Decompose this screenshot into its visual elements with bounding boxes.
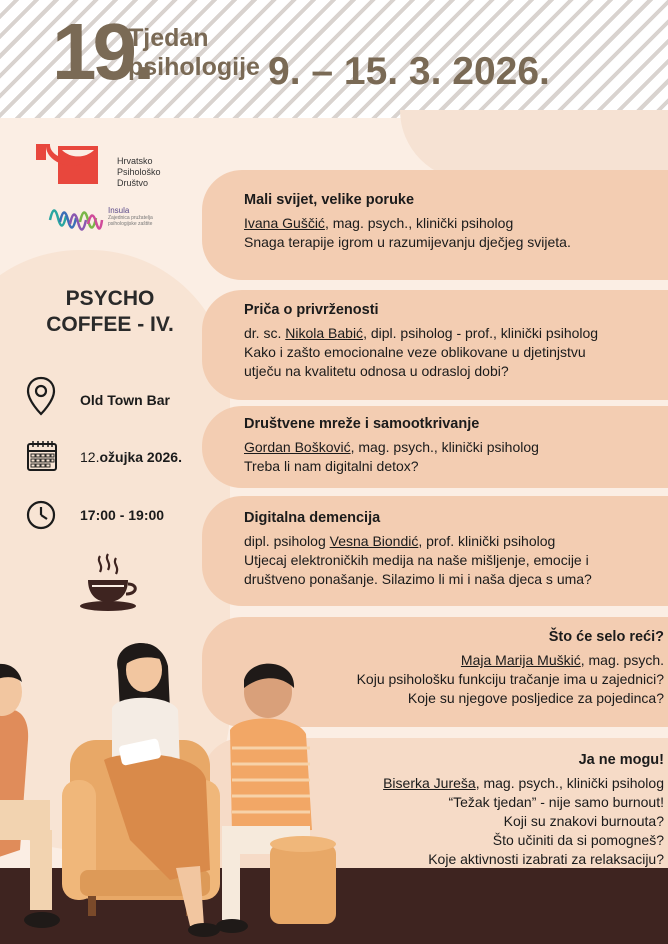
hpd-line3: Društvo — [117, 178, 149, 188]
hpd-line2: Psihološko — [117, 167, 161, 177]
coffee-cup-icon — [78, 552, 140, 619]
event-date — [80, 449, 182, 465]
talk-desc-line: Snaga terapije igrom u razumijevanju dječjeg svijeta. — [244, 234, 571, 250]
talk-speaker: Gordan Bošković, mag. psych., klinički psiholog — [244, 439, 539, 455]
talk-desc-line: Koje aktivnosti izabrati za relaksaciju? — [428, 851, 664, 867]
talk-desc-line: Koju psihološku funkciju tračanje ima u zajednici? — [356, 671, 664, 687]
insula-wave-icon — [48, 200, 104, 234]
hpd-logo — [36, 144, 100, 191]
speaker-name: Nikola Babić — [285, 325, 364, 341]
hpd-logo-icon — [36, 144, 100, 186]
talk-card-2 — [202, 290, 668, 400]
talk-speaker: Biserka Jureša, mag. psych., klinički psiholog — [383, 775, 664, 791]
talk-card-3 — [202, 406, 668, 488]
edition-number: 19. — [52, 7, 152, 96]
event-date-month: ožujka 2026. — [99, 449, 182, 465]
talk-speaker: dipl. psiholog Vesna Biondić, prof. klinički psiholog — [244, 533, 556, 549]
talk-desc-line: društveno ponašanje. Silazimo li mi i naša djeca s uma? — [244, 571, 592, 587]
calendar-icon — [26, 440, 58, 477]
event-title-line1: PSYCHO — [65, 287, 155, 310]
speaker-name: Gordan Bošković — [244, 439, 351, 455]
event-name — [128, 24, 260, 82]
talk-title: Mali svijet, velike poruke — [244, 192, 415, 208]
talk-desc-line: Utjecaj elektroničkih medija na naše mišljenje, emocije i — [244, 552, 589, 568]
right-person-figure — [216, 664, 336, 933]
talk-card-1 — [202, 170, 668, 280]
talk-title: Ja ne mogu! — [578, 752, 664, 768]
header-banner — [0, 0, 668, 118]
event-dates: 9. – 15. 3. 2026. — [268, 50, 550, 93]
talk-desc-line: Koje su njegove posljedice za pojedinca? — [407, 690, 664, 706]
insula-sub2: psihologijske zaštite — [108, 221, 153, 227]
speaker-name: Vesna Biondić — [329, 533, 419, 549]
location-pin-icon — [26, 376, 56, 421]
talk-speaker: Maja Marija Muškić, mag. psych. — [460, 652, 664, 668]
people-illustration — [0, 630, 340, 944]
insula-sub1: Zajednica pružatelja — [108, 215, 153, 221]
hpd-logo-text — [117, 156, 161, 189]
talk-speaker: dr. sc. Nikola Babić, dipl. psiholog - prof., klinički psiholog — [244, 325, 599, 341]
insula-logo — [48, 200, 104, 239]
talk-desc-line: Što učiniti da si pomogneš? — [492, 832, 664, 848]
talk-desc-line: Koji su znakovi burnouta? — [503, 813, 664, 829]
event-time: 17:00 - 19:00 — [80, 507, 165, 523]
speaker-name: Maja Marija Muškić — [460, 652, 581, 668]
event-date-day: 12. — [80, 449, 100, 465]
talk-card-4 — [202, 496, 668, 606]
speaker-name: Ivana Guščić — [244, 215, 325, 231]
insula-name: Insula — [108, 206, 130, 215]
speaker-name: Biserka Jureša — [383, 775, 476, 791]
event-title — [0, 286, 220, 338]
event-title-line2: COFFEE - IV. — [46, 313, 174, 336]
left-person-figure — [0, 664, 60, 928]
talk-title: Što će selo reći? — [548, 629, 664, 645]
insula-logo-text — [108, 206, 153, 227]
talk-desc-line: Treba li nam digitalni detox? — [244, 458, 419, 474]
talk-desc-line: “Težak tjedan” - nije samo burnout! — [448, 794, 664, 810]
talk-title: Priča o privrženosti — [244, 302, 379, 318]
event-name-line1: Tjedan — [128, 24, 209, 52]
talk-title: Društvene mreže i samootkrivanje — [244, 416, 480, 432]
talk-title: Digitalna demencija — [244, 510, 381, 526]
clock-icon — [26, 500, 56, 535]
talk-desc-line: Kako i zašto emocionalne veze oblikovane u djetinjstvu — [244, 344, 586, 360]
event-name-line2: psihologije — [128, 52, 260, 81]
hpd-line1: Hrvatsko — [117, 156, 153, 166]
talk-speaker: Ivana Guščić, mag. psych., klinički psiholog — [244, 215, 514, 231]
talk-desc-line: utječu na kvalitetu odnosa u odrasloj dobi? — [244, 363, 509, 379]
event-location: Old Town Bar — [80, 392, 170, 408]
